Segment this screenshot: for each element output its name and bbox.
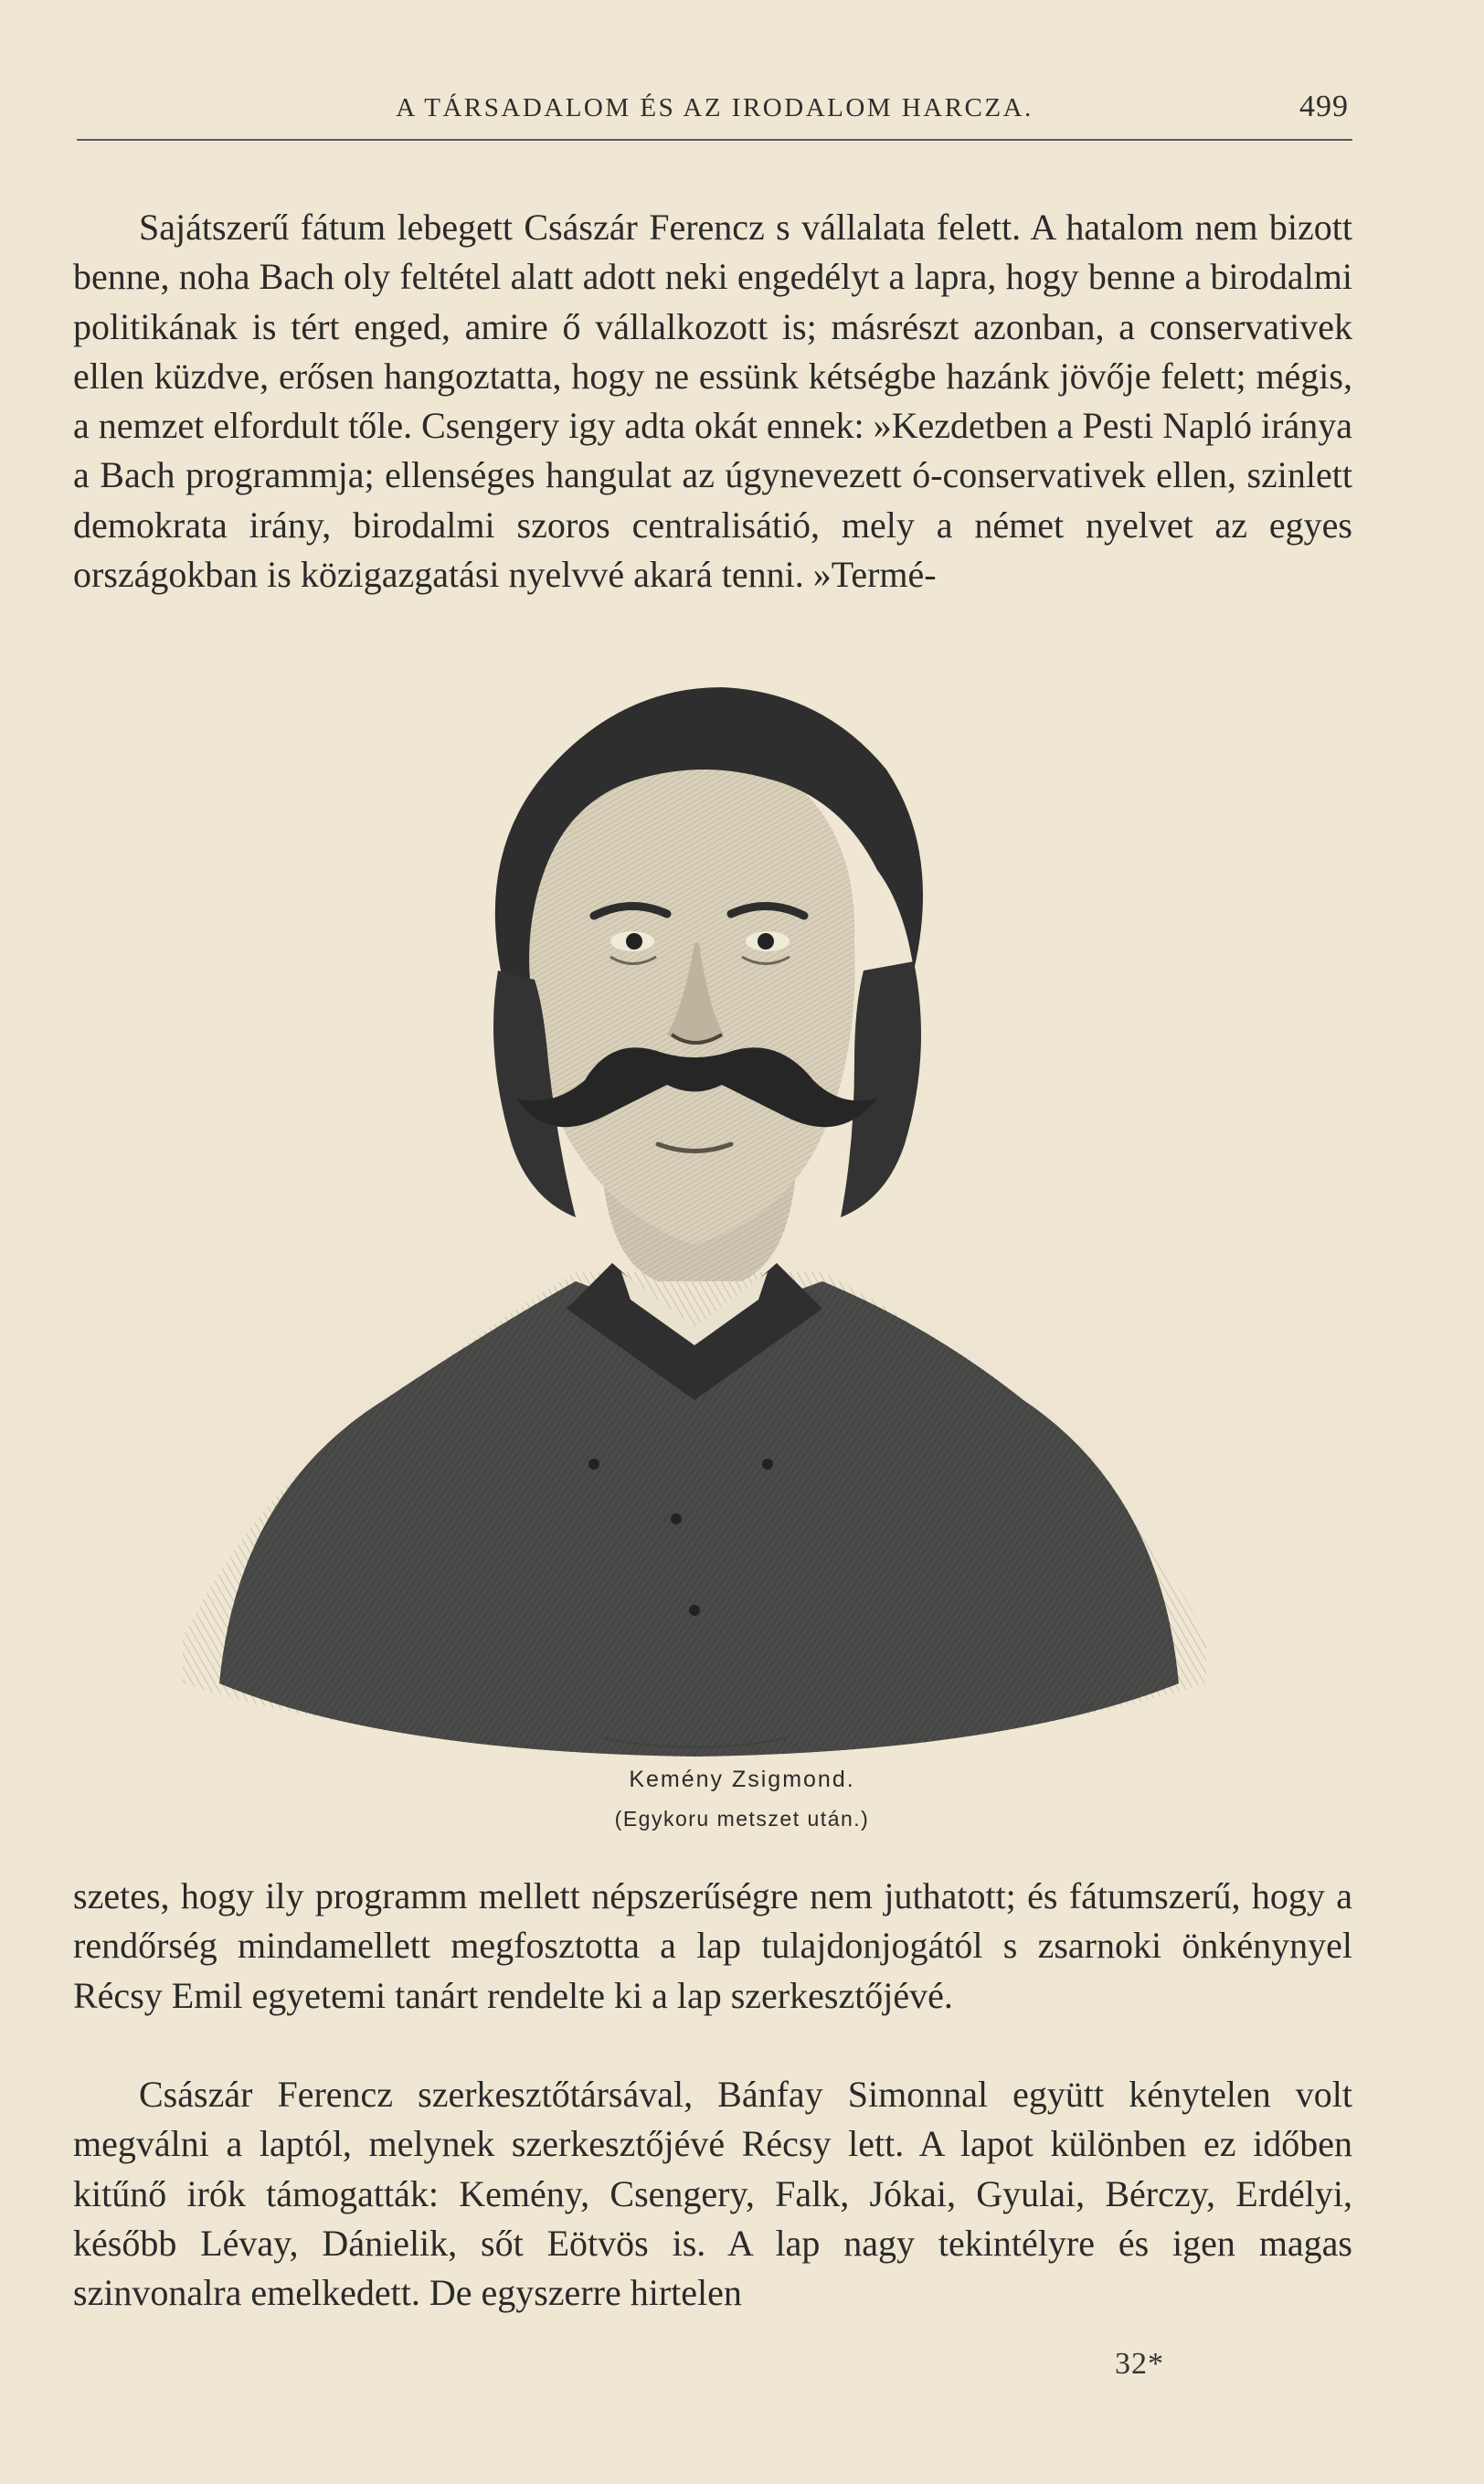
running-header [77, 80, 1352, 141]
portrait-illustration [183, 669, 1206, 1766]
paragraph-1: Sajátszerű fátum lebegett Császár Ferencz s vállalata felett. A hatalom nem bizott benne, noha Bach oly feltétel alatt adott neki engedélyt a lapra, hogy benne a birodalmi politikának is tért enged, amire ő vállalkozott is; másrészt azonban, a conservativek ellen küzdve, erősen hangoztatta, hogy ne essünk kétségbe hazánk jövője felett; mégis, a nemzet elfordult tőle. Csengery igy adta okát ennek: »Kezdetben a Pesti Napló iránya a Bach programmja; ellenséges hangulat az úgynevezett ó-conservativek ellen, szinlett demokrata irány, birodalmi szoros centralisátió, mely a német nyelvet az egyes országokban is közigazgatási nyelvvé akará tenni. »Termé- [73, 207, 1352, 596]
body-text-continued [73, 1872, 1352, 2021]
paragraph-2: szetes, hogy ily programm mellett népszerűségre nem juthatott; és fátumszerű, hogy a rendőrség mindamellett megfosztotta a lap tulajdonjogától s zsarnoki önkénynyel Récsy Emil egyetemi tanárt rendelte ki a lap szerkesztőjévé. [73, 1875, 1352, 2016]
figure-caption-name: Kemény Zsigmond. [629, 1767, 855, 1792]
body-text-bottom [73, 2070, 1352, 2318]
page-number: 499 [1299, 90, 1349, 123]
portrait-engraving [183, 669, 1206, 1766]
printer-signature-mark: 32* [1115, 2347, 1164, 2381]
paragraph-3: Császár Ferencz szerkesztőtársával, Bánfay Simonnal együtt kénytelen volt megválni a laptól, melynek szerkesztőjévé Récsy lett. A lapot különben ez időben kitűnő irók támogatták: Kemény, Csengery, Falk, Jókai, Gyulai, Bérczy, Erdélyi, később Lévay, Dánielik, sőt Eötvös is. A lap nagy tekintélyre és igen magas szinvonalra emelkedett. De egyszerre hirtelen [73, 2074, 1352, 2314]
figure-caption-source: (Egykoru metszet után.) [614, 1807, 870, 1831]
header-title: A TÁRSADALOM ÉS AZ IRODALOM HARCZA. [396, 93, 1034, 122]
body-text-top [73, 203, 1352, 600]
